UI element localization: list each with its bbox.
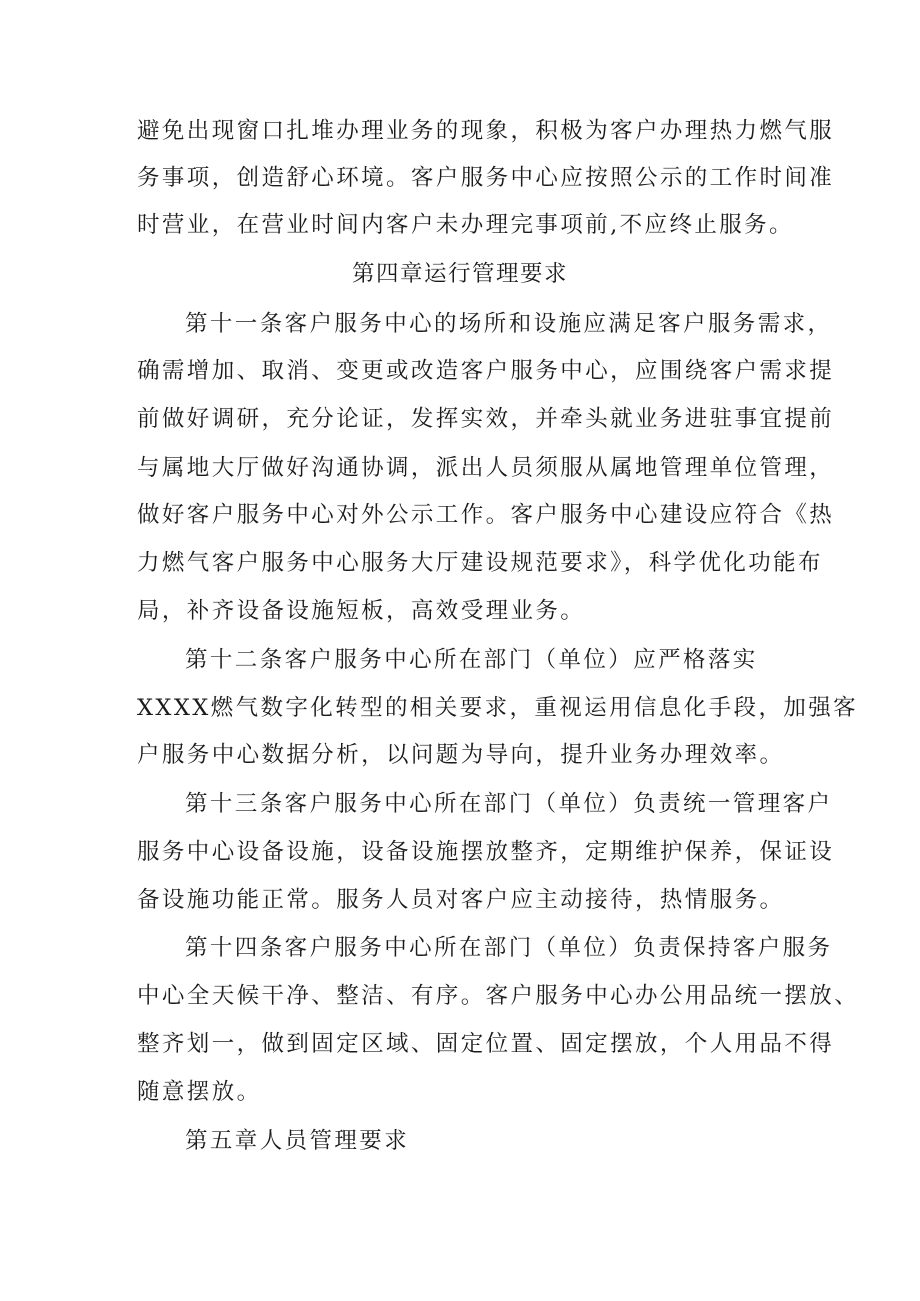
paragraph-line: 户服务中心数据分析，以问题为导向，提升业务办理效率。 [137,742,785,768]
paragraph-line: 服务中心设备设施，设备设施摆放整齐，定期维护保养，保证设 [137,839,835,865]
article-first-line: 第十三条客户服务中心所在部门（单位）负责统一管理客户 [185,791,833,817]
paragraph-line: 前做好调研，充分论证，发挥实效，并牵头就业务进驻事宜提前 [137,406,835,432]
paragraph-line: 做好客户服务中心对外公示工作。客户服务中心建设应符合《热 [137,502,835,528]
paragraph-line: 避免出现窗口扎堆办理业务的现象，积极为客户办理热力燃气服 [137,118,835,144]
paragraph-line: 力燃气客户服务中心服务大厅建设规范要求》，科学优化功能布 [137,550,823,576]
paragraph-line: XXXX燃气数字化转型的相关要求，重视运用信息化手段，加强客 [137,695,859,721]
paragraph-line: 与属地大厅做好沟通协调，派出人员须服从属地管理单位管理， [137,455,835,481]
chapter-heading: 第四章运行管理要求 [351,261,568,287]
paragraph-line: 局，补齐设备设施短板，高效受理业务。 [137,598,586,624]
article-first-line: 第十一条客户服务中心的场所和设施应满足客户服务需求， [185,311,833,337]
paragraph-line: 确需增加、取消、变更或改造客户服务中心，应围绕客户需求提 [137,358,835,384]
paragraph-line: 随意摆放。 [137,1079,262,1105]
chapter-heading: 第五章人员管理要求 [185,1128,410,1154]
paragraph-line: 备设施功能正常。服务人员对客户应主动接待，热情服务。 [137,887,785,913]
article-first-line: 第十四条客户服务中心所在部门（单位）负责保持客户服务 [185,935,833,961]
article-first-line: 第十二条客户服务中心所在部门（单位）应严格落实 [185,647,758,673]
paragraph-line: 务事项，创造舒心环境。客户服务中心应按照公示的工作时间准 [137,165,835,191]
paragraph-line: 时营业，在营业时间内客户未办理完事项前,不应终止服务。 [137,212,794,238]
paragraph-line: 中心全天候干净、整洁、有序。客户服务中心办公用品统一摆放、 [137,983,860,1009]
paragraph-line: 整齐划一，做到固定区域、固定位置、固定摆放，个人用品不得 [137,1031,835,1057]
